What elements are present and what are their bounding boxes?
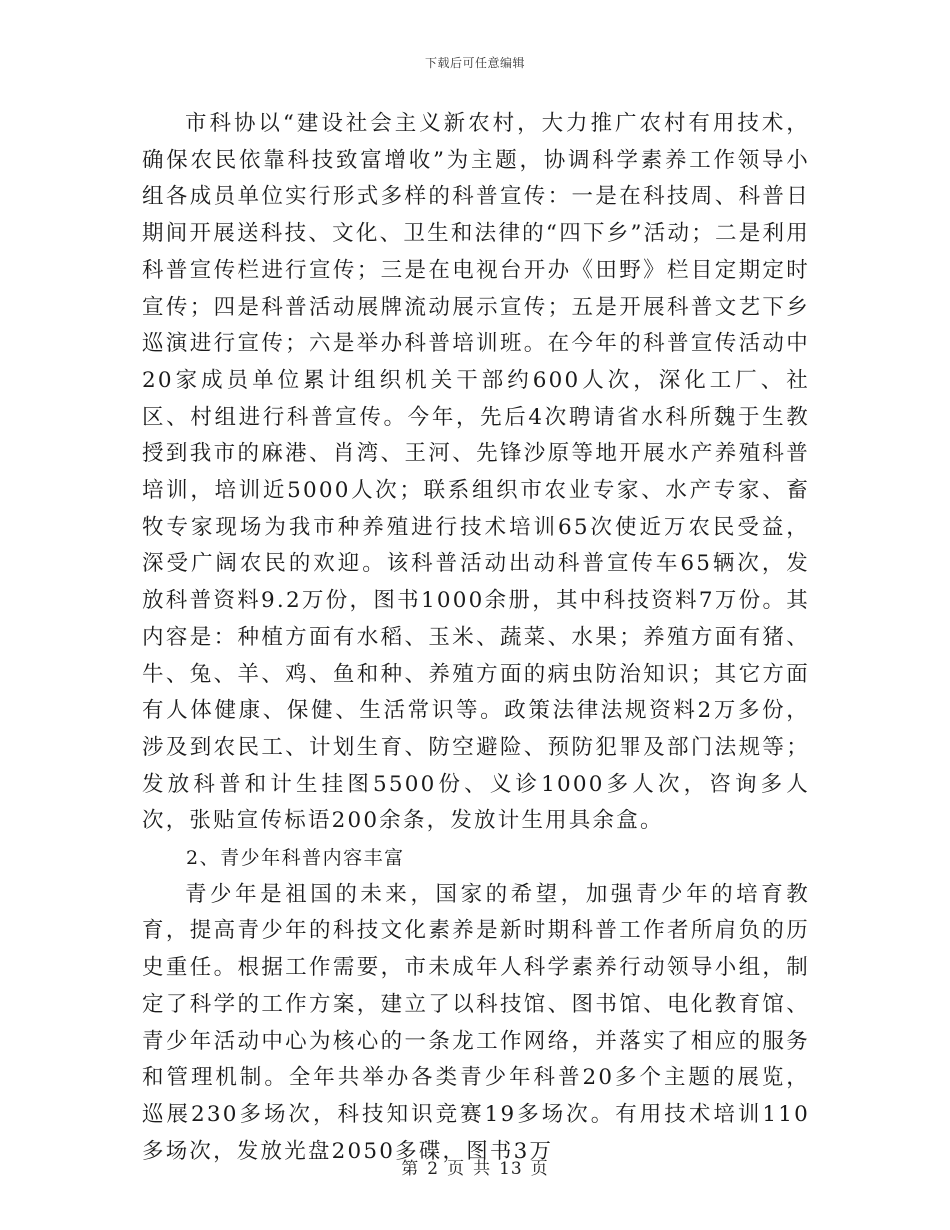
total-pages-number: 13 — [499, 1159, 523, 1179]
header-note: 下载后可任意编辑 — [424, 56, 525, 70]
document-body — [142, 106, 810, 1170]
body-paragraph: 青少年是祖国的未来，国家的希望，加强青少年的培育教育，提高青少年的科技文化素养是新时期科普工作者所肩负的历史重任。根据工作需要，市未成年人科学素养行动领导小组，制定了科学的工作方案，建立了以科技馆、图书馆、电化教育馆、青少年活动中心为核心的一条龙工作网络，并落实了相应的服务和管理机制。全年共举办各类青少年科普20多个主题的展览，巡展230多场次，科技知识竞赛19多场次。有用技术培训110多场次，发放光盘2050多碟，图书3万 — [142, 881, 810, 1164]
current-page-number: 2 — [427, 1159, 440, 1179]
page-label-prefix: 第 — [401, 1159, 420, 1179]
body-paragraph: 市科协以“建设社会主义新农村，大力推广农村有用技术，确保农民依靠科技致富增收”为主题，协调科学素养工作领导小组各成员单位实行形式多样的科普宣传：一是在科技周、科普日期间开展送科技、文化、卫生和法律的“四下乡”活动；二是利用科普宣传栏进行宣传；三是在电视台开办《田野》栏目定期定时宣传；四是科普活动展牌流动展示宣传；五是开展科普文艺下乡巡演进行宣传；六是举办科普培训班。在今年的科普宣传活动中20家成员单位累计组织机关干部约600人次，深化工厂、社区、村组进行科普宣传。今年，先后4次聘请省水科所魏于生教授到我市的麻港、肖湾、王河、先锋沙原等地开展水产养殖科普培训，培训近5000人次；联系组织市农业专家、水产专家、畜牧专家现场为我市种养殖进行技术培训65次使近万农民受益，深受广阔农民的欢迎。该科普活动出动科普宣传车65辆次，发放科普资料9.2万份，图书1000余册，其中科技资料7万份。其内容是：种植方面有水稻、玉米、蔬菜、水果；养殖方面有猪、牛、兔、羊、鸡、鱼和种、养殖方面的病虫防治知识；其它方面有人体健康、保健、生活常识等。政策法律法规资料2万多份，涉及到农民工、计划生育、防空避险、预防犯罪及部门法规等；发放科普和计生挂图5500份、义诊1000多人次，咨询多人次，张贴宣传标语200余条，发放计生用具余盒。 — [142, 111, 810, 834]
page-label-suffix: 页 — [530, 1159, 549, 1179]
page-label-mid: 页 — [447, 1159, 466, 1179]
total-label: 共 — [473, 1159, 492, 1179]
page-footer — [0, 1154, 950, 1179]
section-heading: 2、青少年科普内容丰富 — [186, 847, 405, 870]
